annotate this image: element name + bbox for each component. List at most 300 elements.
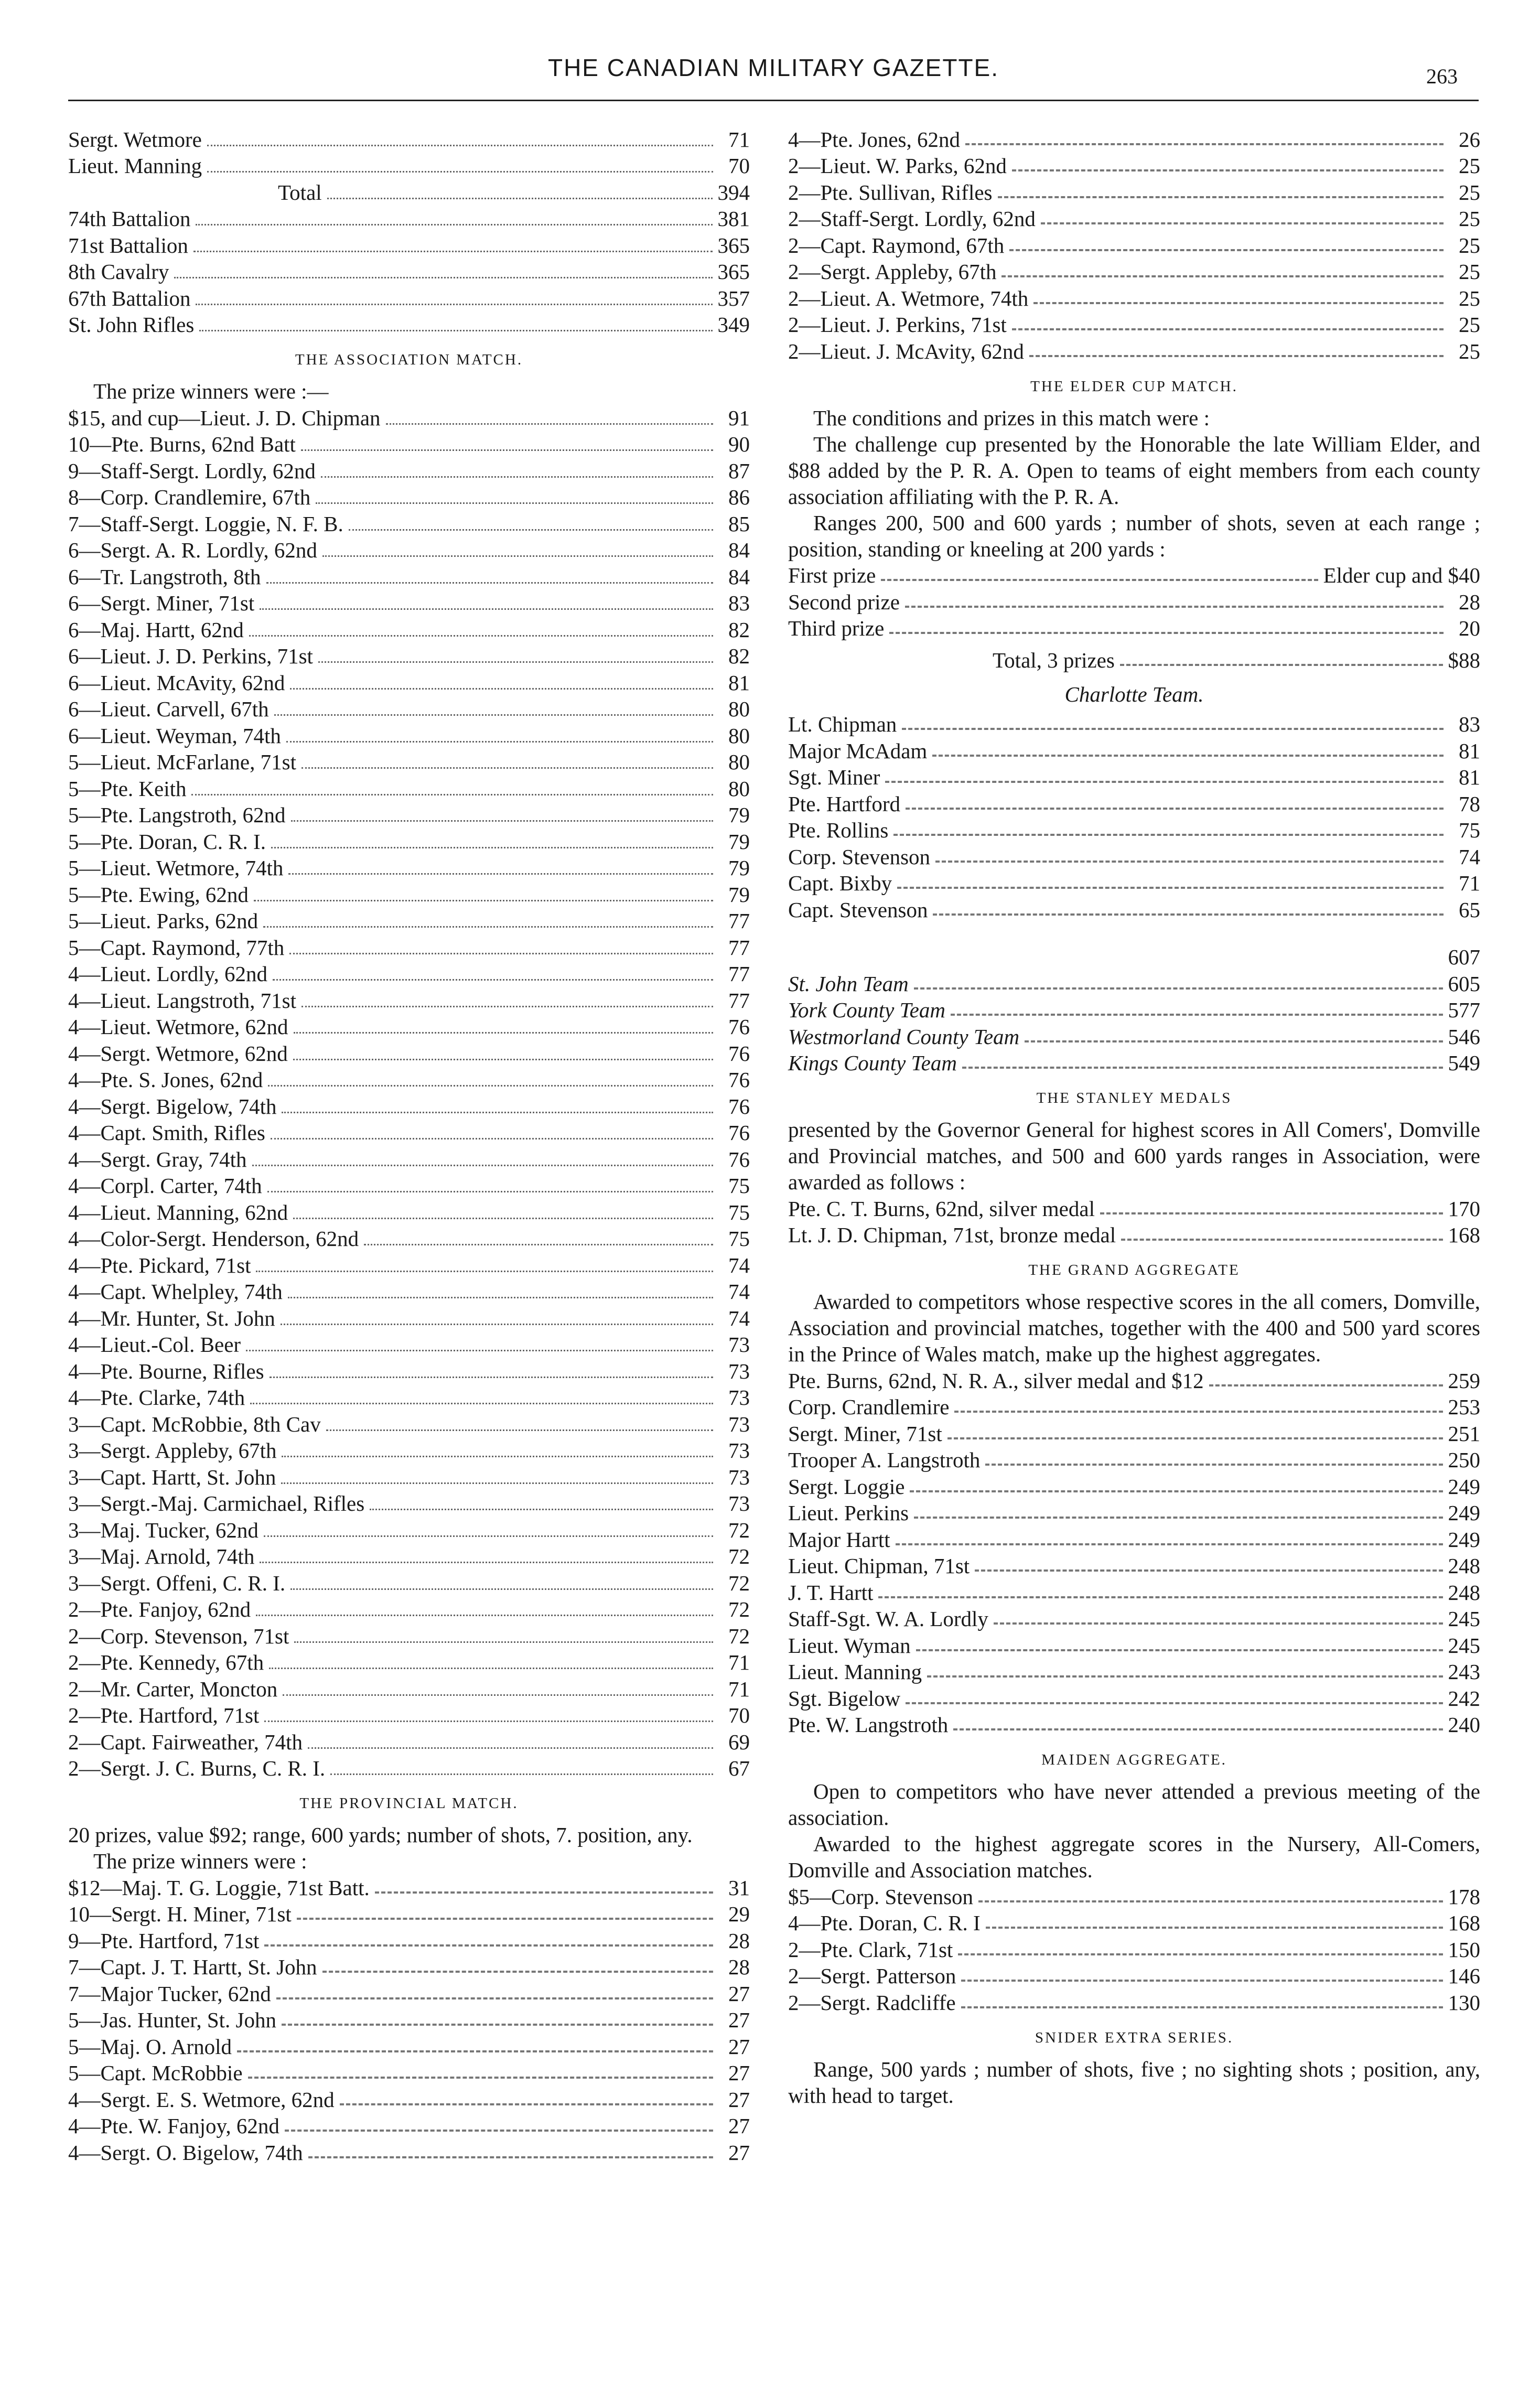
dash-leader (1001, 275, 1444, 277)
entry-score: 72 (728, 1518, 750, 1542)
maiden-eligibility: Open to competitors who have never attended a previous meeting of the association. (788, 1779, 1480, 1830)
entry-score: 28 (1459, 589, 1480, 614)
dot-leader (207, 171, 713, 173)
dot-leader (252, 1165, 714, 1166)
list-row (68, 1954, 750, 1981)
dash-leader (375, 1891, 713, 1894)
entry-score: 79 (728, 882, 750, 907)
dot-leader (263, 926, 713, 928)
entry-score: 25 (1459, 233, 1480, 257)
list-row (788, 311, 1480, 338)
entry-name: 4—Pte. Jones, 62nd (788, 127, 960, 152)
dash-leader (237, 2050, 713, 2052)
dash-leader (962, 1067, 1443, 1069)
list-row (68, 431, 750, 458)
entry-score: 605 (1448, 971, 1480, 996)
dot-leader (316, 502, 713, 504)
entry-score: 178 (1448, 1884, 1480, 1909)
list-row (788, 1685, 1480, 1712)
entry-name: 4—Lieut. Lordly, 62nd (68, 962, 267, 986)
dot-leader (308, 1747, 713, 1749)
snider-text: Range, 500 yards ; number of shots, five ; no sighting shots ; position, any, with head to target. (788, 2057, 1480, 2108)
entry-name: 3—Maj. Tucker, 62nd (68, 1518, 259, 1542)
stanley-text: presented by the Governor General for highest scores in All Comers', Domville and Provincial matches, and 500 and 600 yards ranges in Association, were awarded as follows : (788, 1117, 1480, 1194)
entry-score: 80 (728, 697, 750, 721)
elder-ranges: Ranges 200, 500 and 600 yards ; number of shots, seven at each range ; position, standing or kneeling at 200 yards : (788, 510, 1480, 561)
elder-conditions: The conditions and prizes in this match were : (813, 405, 1210, 430)
dash-leader (910, 1490, 1442, 1492)
list-row (788, 1447, 1480, 1474)
dot-leader (288, 1297, 713, 1298)
dash-leader (885, 781, 1444, 783)
list-row (68, 1569, 750, 1596)
entry-name: $12—Maj. T. G. Loggie, 71st Batt. (68, 1875, 370, 1900)
dot-leader (293, 1218, 713, 1219)
list-row (68, 1040, 750, 1067)
list-row (68, 1596, 750, 1623)
entry-name: 4—Sergt. E. S. Wetmore, 62nd (68, 2087, 335, 2112)
entry-score: 25 (1459, 339, 1480, 363)
entry-name: Pte. W. Langstroth (788, 1713, 949, 1737)
entry-name: 6—Sergt. A. R. Lordly, 62nd (68, 538, 317, 562)
list-row (68, 1199, 750, 1225)
entry-score: 146 (1448, 1964, 1480, 1988)
entry-name: 3—Sergt. Offeni, C. R. I. (68, 1571, 286, 1595)
entry-name: Major McAdam (788, 738, 928, 763)
dash-leader (906, 1702, 1442, 1704)
entry-score: 27 (728, 1981, 750, 2006)
entry-score: 74 (728, 1279, 750, 1304)
entry-score: 28 (728, 1928, 750, 1953)
list-row (68, 2007, 750, 2034)
entry-name: 4—Lieut.-Col. Beer (68, 1332, 241, 1357)
entry-score: 76 (728, 1147, 750, 1171)
entry-name: Pte. Burns, 62nd, N. R. A., silver medal and $12 (788, 1368, 1204, 1393)
entry-score: 28 (728, 1955, 750, 1979)
list-row (788, 1936, 1480, 1963)
list-row (68, 1067, 750, 1093)
entry-name: 2—Mr. Carter, Moncton (68, 1676, 278, 1701)
list-row (788, 1367, 1480, 1394)
dash-leader (297, 1918, 713, 1920)
dot-leader (322, 555, 713, 557)
entry-name: Lieut. Perkins (788, 1501, 909, 1525)
dash-leader (1120, 664, 1443, 666)
entry-score: 76 (728, 1121, 750, 1145)
list-row (788, 1420, 1480, 1447)
dot-leader (207, 145, 713, 146)
entry-name: 4—Pte. S. Jones, 62nd (68, 1068, 263, 1092)
entry-name: 4—Sergt. Gray, 74th (68, 1147, 247, 1171)
entry-name: Sergt. Miner, 71st (788, 1421, 942, 1446)
entry-name: Lt. Chipman (788, 712, 897, 736)
entry-name: 7—Capt. J. T. Hartt, St. John (68, 1955, 317, 1979)
dash-leader (947, 1437, 1443, 1439)
total-row (68, 179, 750, 206)
entry-name: Second prize (788, 589, 900, 614)
provincial-results-list (68, 1874, 750, 2166)
snider-heading: SNIDER EXTRA SERIES. (1035, 2029, 1234, 2046)
list-row (68, 1980, 750, 2007)
dot-leader (196, 224, 712, 225)
dot-leader (191, 794, 713, 795)
dash-leader (932, 755, 1444, 757)
list-row (788, 1883, 1480, 1910)
total-value: 394 (717, 180, 750, 205)
list-row (788, 232, 1480, 259)
association-intro: The prize winners were :— (93, 379, 329, 403)
entry-score: 86 (728, 485, 750, 509)
entry-score: 77 (728, 988, 750, 1013)
list-row (68, 1331, 750, 1358)
list-row (68, 749, 750, 776)
entry-score: 248 (1448, 1580, 1480, 1605)
dot-leader (249, 635, 713, 637)
dot-leader (264, 1721, 713, 1722)
list-row (68, 1874, 750, 1901)
entry-name: 4—Sergt. Wetmore, 62nd (68, 1041, 288, 1066)
list-row (788, 1394, 1480, 1421)
entry-score: 365 (717, 233, 750, 257)
entry-score: 75 (728, 1174, 750, 1198)
entry-score: 83 (728, 591, 750, 615)
list-row (788, 817, 1480, 844)
dash-leader (905, 606, 1444, 608)
list-row (68, 285, 750, 311)
entry-name: 6—Tr. Langstroth, 8th (68, 564, 261, 589)
entry-name: 8—Corp. Crandlemire, 67th (68, 485, 311, 509)
list-row (788, 1712, 1480, 1738)
list-row (68, 643, 750, 670)
entry-name: St. John Team (788, 971, 909, 996)
entry-score: 74 (728, 1253, 750, 1277)
entry-score: 25 (1459, 286, 1480, 310)
entry-score: 72 (728, 1571, 750, 1595)
entry-name: 3—Sergt.-Maj. Carmichael, Rifles (68, 1491, 365, 1515)
elder-total-label: Total, 3 prizes (993, 648, 1115, 672)
entry-score: 27 (728, 2114, 750, 2138)
entry-score: 80 (728, 723, 750, 748)
entry-score: 79 (728, 856, 750, 880)
entry-name: 10—Sergt. H. Miner, 71st (68, 1902, 292, 1926)
list-row (68, 457, 750, 484)
entry-name: Pte. Hartford (788, 791, 901, 816)
entry-name: 8th Cavalry (68, 260, 169, 284)
entry-score: 84 (728, 538, 750, 562)
entry-name: Pte. Rollins (788, 818, 889, 842)
entry-score: 79 (728, 829, 750, 854)
entry-score: 73 (728, 1438, 750, 1463)
entry-score: 70 (728, 1703, 750, 1727)
entry-name: Kings County Team (788, 1051, 957, 1075)
entry-name: 2—Sergt. Appleby, 67th (788, 260, 997, 284)
entry-name: 5—Lieut. McFarlane, 71st (68, 750, 296, 774)
list-row (68, 1252, 750, 1278)
list-row (68, 1901, 750, 1928)
entry-score: 248 (1448, 1554, 1480, 1578)
entry-name: 7—Major Tucker, 62nd (68, 1981, 271, 2006)
entry-score: 168 (1448, 1911, 1480, 1935)
entry-score: 71 (728, 1650, 750, 1674)
dash-leader (1009, 249, 1444, 251)
list-row (788, 1963, 1480, 1990)
entry-name: 2—Lieut. J. Perkins, 71st (788, 313, 1007, 337)
provincial-intro: 20 prizes, value $92; range, 600 yards; number of shots, 7. position, any. (68, 1823, 693, 1847)
entry-score: 80 (728, 776, 750, 801)
entry-score: Elder cup and $40 (1323, 563, 1480, 587)
entry-name: 2—Pte. Fanjoy, 62nd (68, 1597, 251, 1621)
entry-score: 249 (1448, 1501, 1480, 1525)
dash-leader (276, 1997, 713, 1999)
top-scores-list (68, 126, 750, 179)
dot-leader (281, 1482, 713, 1484)
entry-score: 31 (728, 1875, 750, 1900)
elder-cup-heading: THE ELDER CUP MATCH. (1030, 378, 1238, 395)
entry-name: 4—Color-Sergt. Henderson, 62nd (68, 1227, 359, 1251)
list-row (788, 259, 1480, 285)
dot-leader (254, 900, 713, 901)
dash-leader (1012, 169, 1444, 171)
dash-leader (986, 1927, 1443, 1929)
dash-leader (1029, 355, 1444, 357)
list-row (788, 997, 1480, 1024)
list-row (68, 828, 750, 855)
dot-leader (246, 1350, 713, 1351)
stanley-list (788, 1195, 1480, 1248)
entry-score: 259 (1448, 1368, 1480, 1393)
entry-name: Lt. J. D. Chipman, 71st, bronze medal (788, 1223, 1116, 1247)
list-row (788, 1023, 1480, 1050)
entry-name: J. T. Hartt (788, 1580, 874, 1605)
list-row (68, 1411, 750, 1437)
maiden-list (788, 1883, 1480, 2016)
list-row (788, 1195, 1480, 1222)
left-column (68, 126, 750, 2166)
entry-score: 76 (728, 1068, 750, 1092)
entry-score: 81 (728, 670, 750, 695)
list-row (68, 259, 750, 285)
dash-leader (961, 2006, 1443, 2008)
entry-score: 72 (728, 1623, 750, 1648)
entry-score: 253 (1448, 1395, 1480, 1419)
dash-leader (927, 1675, 1442, 1678)
list-row (788, 285, 1480, 311)
entry-score: 546 (1448, 1024, 1480, 1049)
entry-name: 5—Pte. Keith (68, 776, 187, 801)
list-row (68, 1622, 750, 1649)
grand-aggregate-heading: THE GRAND AGGREGATE (1028, 1262, 1240, 1278)
dash-leader (285, 2130, 713, 2132)
entry-name: Lieut. Manning (788, 1660, 922, 1684)
entry-name: 5—Lieut. Wetmore, 74th (68, 856, 284, 880)
entry-score: 82 (728, 644, 750, 668)
entry-score: 25 (1459, 313, 1480, 337)
dash-leader (1012, 328, 1444, 330)
entry-score: 577 (1448, 998, 1480, 1022)
entry-score: 69 (728, 1729, 750, 1754)
entry-name: 2—Staff-Sergt. Lordly, 62nd (788, 207, 1036, 231)
dot-leader (260, 608, 713, 610)
entry-name: 5—Lieut. Parks, 62nd (68, 909, 259, 933)
entry-name: 2—Pte. Hartford, 71st (68, 1703, 260, 1727)
dot-leader (269, 1668, 713, 1669)
dot-leader (364, 1244, 713, 1245)
dash-leader (878, 1596, 1442, 1598)
entry-name: 4—Pte. W. Fanjoy, 62nd (68, 2114, 279, 2138)
dot-leader (267, 1191, 713, 1192)
dot-leader (260, 1562, 713, 1563)
list-row (788, 1579, 1480, 1606)
entry-score: 77 (728, 909, 750, 933)
entry-score: 76 (728, 1015, 750, 1039)
provincial-continued-list (788, 126, 1480, 364)
masthead (68, 50, 1479, 98)
entry-score: 168 (1448, 1223, 1480, 1247)
list-row (68, 537, 750, 564)
dot-leader (330, 1773, 713, 1775)
entry-name: Pte. C. T. Burns, 62nd, silver medal (788, 1196, 1095, 1221)
dot-leader (174, 277, 712, 278)
list-row (788, 153, 1480, 179)
entry-score: 365 (717, 260, 750, 284)
entry-score: 72 (728, 1544, 750, 1568)
entry-score: 242 (1448, 1686, 1480, 1711)
entry-score: 77 (728, 962, 750, 986)
entry-name: 6—Lieut. McAvity, 62nd (68, 670, 285, 695)
list-row (68, 311, 750, 338)
list-row (68, 232, 750, 259)
entry-score: 26 (1459, 127, 1480, 152)
list-row (788, 1553, 1480, 1579)
entry-score: 249 (1448, 1474, 1480, 1499)
dot-leader (281, 1324, 713, 1325)
dot-leader (291, 820, 713, 822)
dash-leader (1121, 1239, 1442, 1241)
provincial-heading: THE PROVINCIAL MATCH. (299, 1795, 519, 1812)
dot-leader (196, 304, 712, 305)
entry-score: 549 (1448, 1051, 1480, 1075)
dot-leader (370, 1509, 713, 1510)
dot-leader (282, 1112, 713, 1113)
entry-score: 91 (728, 405, 750, 430)
entry-score: 27 (728, 2008, 750, 2032)
dot-leader (293, 1059, 713, 1060)
elder-total-row (788, 647, 1480, 673)
dash-leader (975, 1569, 1442, 1572)
entry-name: $5—Corp. Stevenson (788, 1884, 974, 1909)
dash-leader (881, 579, 1318, 581)
dot-leader (250, 1403, 713, 1404)
list-row (68, 802, 750, 829)
charlotte-total: 607 (1448, 945, 1480, 969)
maiden-heading: MAIDEN AGGREGATE. (1041, 1751, 1227, 1768)
page-title: THE CANADIAN MILITARY GAZETTE. (547, 54, 999, 81)
entry-score: 67 (728, 1756, 750, 1780)
dash-leader (264, 1944, 713, 1947)
dot-leader (271, 1138, 713, 1139)
charlotte-team-list (788, 711, 1480, 923)
list-row (68, 590, 750, 617)
entry-score: 80 (728, 750, 750, 774)
entry-score: 75 (728, 1227, 750, 1251)
list-row (68, 934, 750, 961)
list-row (68, 1755, 750, 1782)
entry-name: 6—Lieut. Weyman, 74th (68, 723, 281, 748)
list-row (788, 1222, 1480, 1249)
list-row (68, 1146, 750, 1173)
entry-score: 87 (728, 458, 750, 483)
dot-leader (294, 1032, 713, 1034)
entry-score: 170 (1448, 1196, 1480, 1221)
list-row (788, 126, 1480, 153)
entry-score: 81 (1459, 765, 1480, 789)
list-row (788, 790, 1480, 817)
entry-score: 381 (717, 207, 750, 231)
dash-leader (961, 1980, 1442, 1982)
dot-leader (266, 582, 713, 584)
entry-name: 2—Pte. Kennedy, 67th (68, 1650, 264, 1674)
entry-score: 71 (1459, 871, 1480, 895)
entry-name: 4—Capt. Whelpley, 74th (68, 1279, 283, 1304)
entry-score: 73 (728, 1465, 750, 1489)
entry-name: 5—Pte. Langstroth, 62nd (68, 803, 286, 827)
list-row (68, 881, 750, 908)
dot-leader (301, 1006, 713, 1007)
entry-score: 130 (1448, 1990, 1480, 2015)
dot-leader (193, 251, 713, 252)
entry-score: 73 (728, 1359, 750, 1383)
list-row (68, 126, 750, 153)
list-row (68, 1014, 750, 1040)
dash-leader (916, 1649, 1443, 1651)
entry-name: 2—Corp. Stevenson, 71st (68, 1623, 289, 1648)
entry-score: 240 (1448, 1713, 1480, 1737)
entry-score: 83 (1459, 712, 1480, 736)
list-row (788, 1500, 1480, 1526)
entry-score: 25 (1459, 260, 1480, 284)
list-row (68, 2086, 750, 2113)
dot-leader (283, 1694, 713, 1696)
elder-total-value: $88 (1448, 648, 1480, 672)
dot-leader (290, 1588, 713, 1590)
dot-leader (268, 1085, 713, 1087)
list-row (788, 1659, 1480, 1685)
dot-leader (271, 847, 713, 848)
entry-name: 9—Staff-Sergt. Lordly, 62nd (68, 458, 316, 483)
list-row (68, 1675, 750, 1702)
elder-prizes-list (788, 562, 1480, 642)
entry-name: 4—Sergt. O. Bigelow, 74th (68, 2140, 303, 2165)
dash-leader (906, 808, 1444, 810)
entry-score: 349 (717, 313, 750, 337)
dash-leader (308, 2156, 713, 2158)
charlotte-total-row (788, 944, 1480, 971)
list-row (68, 1543, 750, 1570)
list-row (788, 1910, 1480, 1937)
entry-name: 4—Lieut. Langstroth, 71st (68, 988, 297, 1013)
entry-name: 4—Corpl. Carter, 74th (68, 1174, 262, 1198)
dash-leader (935, 861, 1444, 863)
list-row (68, 2033, 750, 2060)
dot-leader (286, 741, 713, 743)
entry-score: 73 (728, 1332, 750, 1357)
entry-name: 2—Sergt. J. C. Burns, C. R. I. (68, 1756, 326, 1780)
dash-leader (953, 1728, 1442, 1730)
list-row (788, 562, 1480, 589)
entry-name: Sergt. Wetmore (68, 127, 202, 152)
entry-name: 71st Battalion (68, 233, 188, 257)
entry-score: 250 (1448, 1448, 1480, 1472)
